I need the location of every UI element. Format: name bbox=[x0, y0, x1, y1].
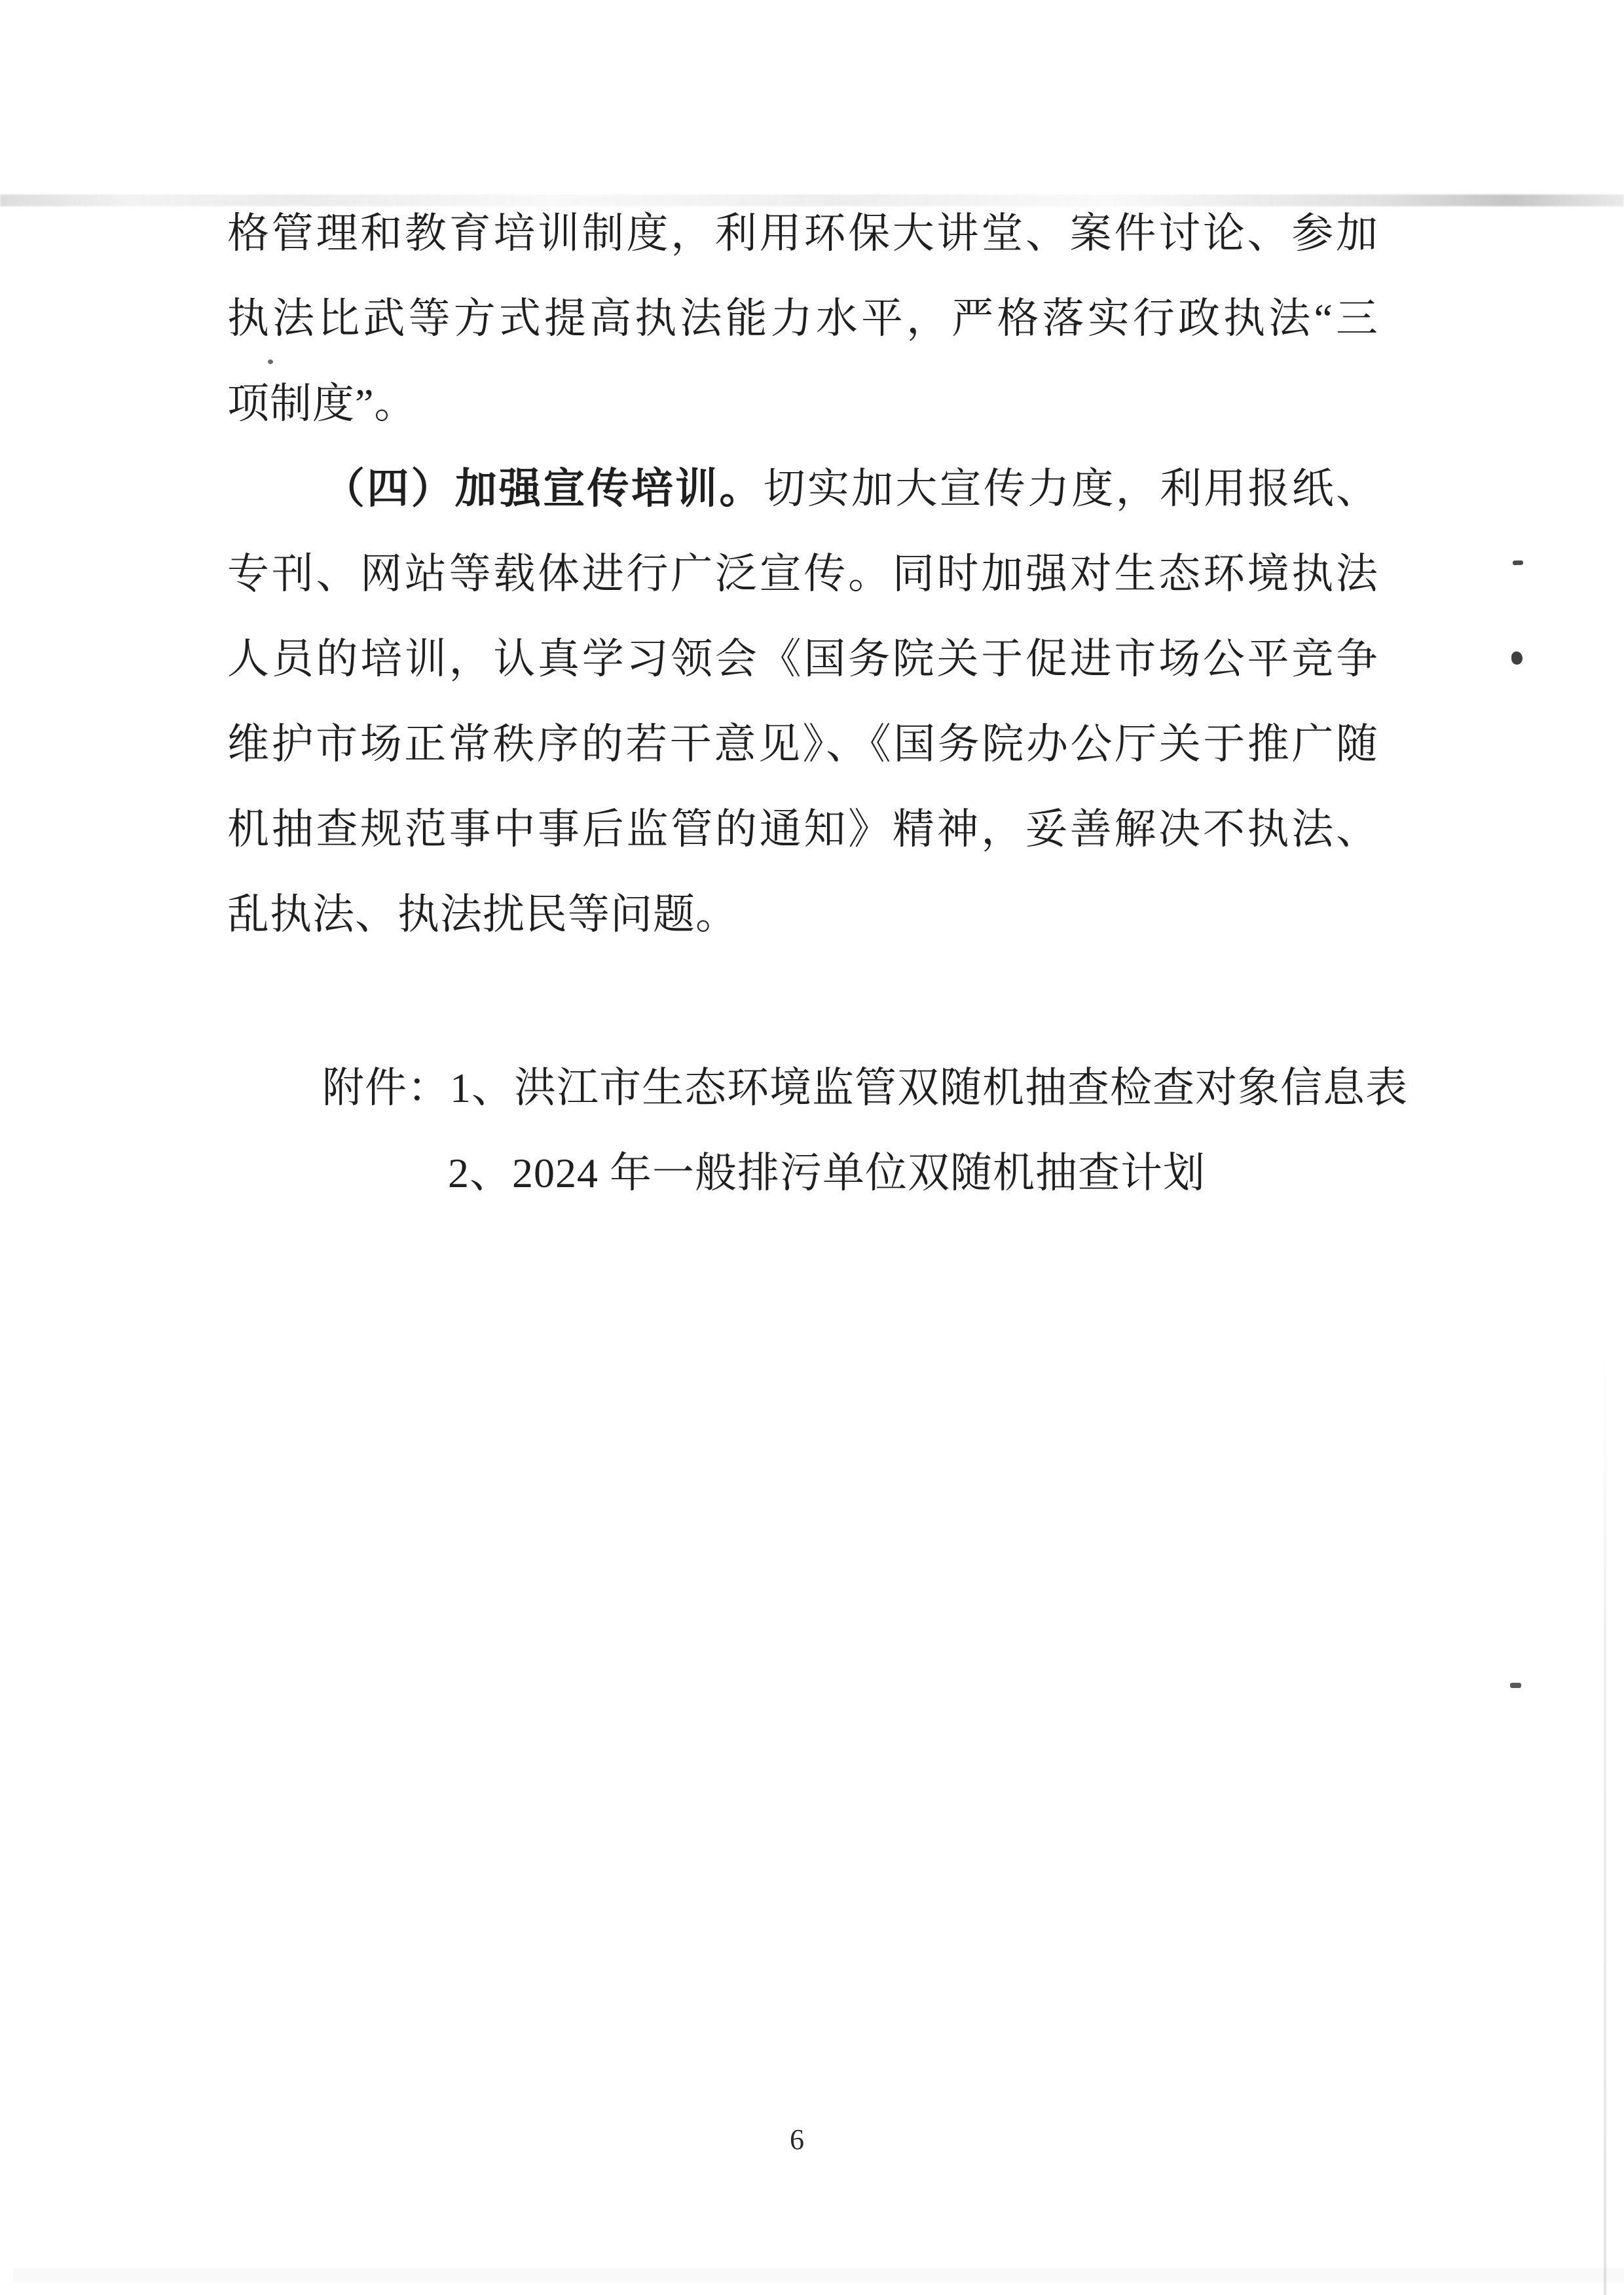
scan-speck-artifact bbox=[1513, 560, 1523, 566]
scan-band-artifact bbox=[13, 2268, 1624, 2283]
attachment-list bbox=[322, 1046, 1449, 1216]
text-line: 人员的培训，认真学习领会《国务院关于促进市场公平竞争 bbox=[227, 636, 1378, 682]
scan-speck-artifact bbox=[1511, 652, 1522, 665]
text-line: 维护市场正常秩序的若干意见》、《国务院办公厅关于推广随 bbox=[227, 721, 1378, 767]
body-text bbox=[227, 191, 1378, 957]
scan-line-artifact bbox=[1604, 1349, 1606, 2295]
page-number: 6 bbox=[790, 2123, 804, 2156]
attachment-item: 附件：1、洪江市生态环境监管双随机抽查检查对象信息表 bbox=[322, 1065, 1408, 1111]
text-line: 乱执法、执法扰民等问题。 bbox=[227, 891, 738, 938]
section-heading: （四）加强宣传培训。 bbox=[323, 466, 764, 512]
text-run: 切实加大宣传力度，利用报纸、 bbox=[763, 466, 1378, 512]
text-line: 格管理和教育培训制度，利用环保大讲堂、案件讨论、参加 bbox=[227, 210, 1378, 257]
scan-speck-artifact bbox=[1510, 1683, 1521, 1688]
text-line: 机抽查规范事中事后监管的通知》精神，妥善解决不执法、 bbox=[227, 806, 1378, 853]
text-line: 专刊、网站等载体进行广泛宣传。同时加强对生态环境执法 bbox=[227, 551, 1378, 597]
text-line bbox=[227, 447, 1378, 532]
text-line: 项制度”。 bbox=[227, 380, 417, 427]
text-line: 执法比武等方式提高执法能力水平，严格落实行政执法“三 bbox=[227, 295, 1378, 342]
attachment-item: 2、2024 年一般排污单位双随机抽查计划 bbox=[448, 1150, 1206, 1196]
